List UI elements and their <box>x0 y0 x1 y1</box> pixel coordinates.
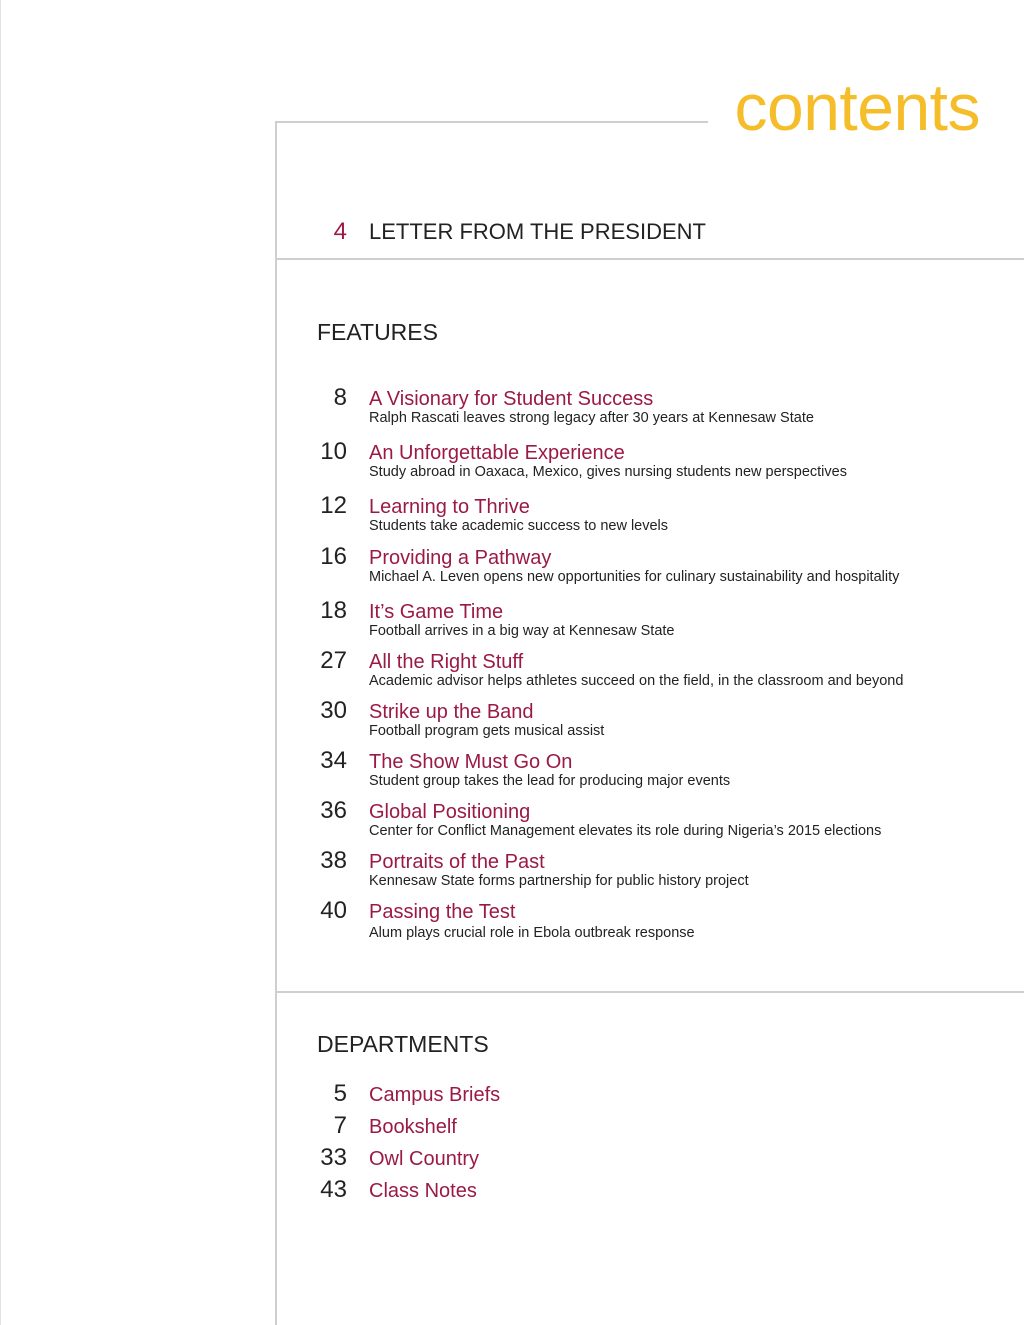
department-title: Class Notes <box>369 1180 477 1202</box>
feature-description: Kennesaw State forms partnership for public history project <box>369 873 749 889</box>
feature-description: Academic advisor helps athletes succeed on the field, in the classroom and beyond <box>369 673 904 689</box>
feature-title: All the Right Stuff <box>369 651 524 673</box>
department-page-number: 43 <box>320 1176 347 1203</box>
departments-heading: DEPARTMENTS <box>317 1031 489 1057</box>
department-title: Owl Country <box>369 1148 480 1170</box>
feature-description: Football arrives in a big way at Kennesaw State <box>369 623 675 639</box>
page-title: contents <box>734 70 980 144</box>
feature-description: Study abroad in Oaxaca, Mexico, gives nursing students new perspectives <box>369 464 847 480</box>
features-heading: FEATURES <box>317 319 438 345</box>
feature-description: Ralph Rascati leaves strong legacy after 30 years at Kennesaw State <box>369 410 814 426</box>
feature-title: Passing the Test <box>369 901 516 923</box>
feature-page-number: 16 <box>320 543 347 570</box>
feature-title: Providing a Pathway <box>369 547 552 569</box>
feature-title: Global Positioning <box>369 801 531 823</box>
feature-page-number: 10 <box>320 438 347 465</box>
feature-description: Student group takes the lead for producing major events <box>369 773 731 789</box>
feature-title: It’s Game Time <box>369 601 504 623</box>
feature-page-number: 18 <box>320 597 347 624</box>
feature-title: The Show Must Go On <box>369 751 573 773</box>
feature-title: Portraits of the Past <box>369 851 545 873</box>
letter-page-number: 4 <box>333 218 347 245</box>
feature-page-number: 30 <box>320 697 347 724</box>
feature-page-number: 34 <box>320 747 347 774</box>
feature-description: Students take academic success to new levels <box>369 518 669 534</box>
letter-title: LETTER FROM THE PRESIDENT <box>369 219 706 244</box>
vertical-rule <box>275 121 277 1325</box>
feature-description: Alum plays crucial role in Ebola outbreak response <box>369 925 695 941</box>
department-page-number: 5 <box>333 1080 347 1107</box>
department-title: Campus Briefs <box>369 1084 501 1106</box>
feature-page-number: 38 <box>320 847 347 874</box>
feature-description: Football program gets musical assist <box>369 723 605 739</box>
feature-title: An Unforgettable Experience <box>369 442 625 464</box>
department-page-number: 7 <box>333 1112 347 1139</box>
feature-page-number: 8 <box>333 384 347 411</box>
feature-page-number: 12 <box>320 492 347 519</box>
feature-description: Michael A. Leven opens new opportunities for culinary sustainability and hospitality <box>369 569 900 585</box>
department-title: Bookshelf <box>369 1116 457 1138</box>
feature-title: Learning to Thrive <box>369 496 530 518</box>
feature-page-number: 40 <box>320 897 347 924</box>
divider-after-letter <box>275 258 1024 260</box>
feature-page-number: 36 <box>320 797 347 824</box>
feature-description: Center for Conflict Management elevates its role during Nigeria’s 2015 elections <box>369 823 882 839</box>
department-page-number: 33 <box>320 1144 347 1171</box>
feature-title: A Visionary for Student Success <box>369 388 654 410</box>
top-rule <box>275 121 708 123</box>
divider-after-features <box>275 991 1024 993</box>
page-edge <box>0 0 1 1325</box>
feature-title: Strike up the Band <box>369 701 534 723</box>
feature-page-number: 27 <box>320 647 347 674</box>
